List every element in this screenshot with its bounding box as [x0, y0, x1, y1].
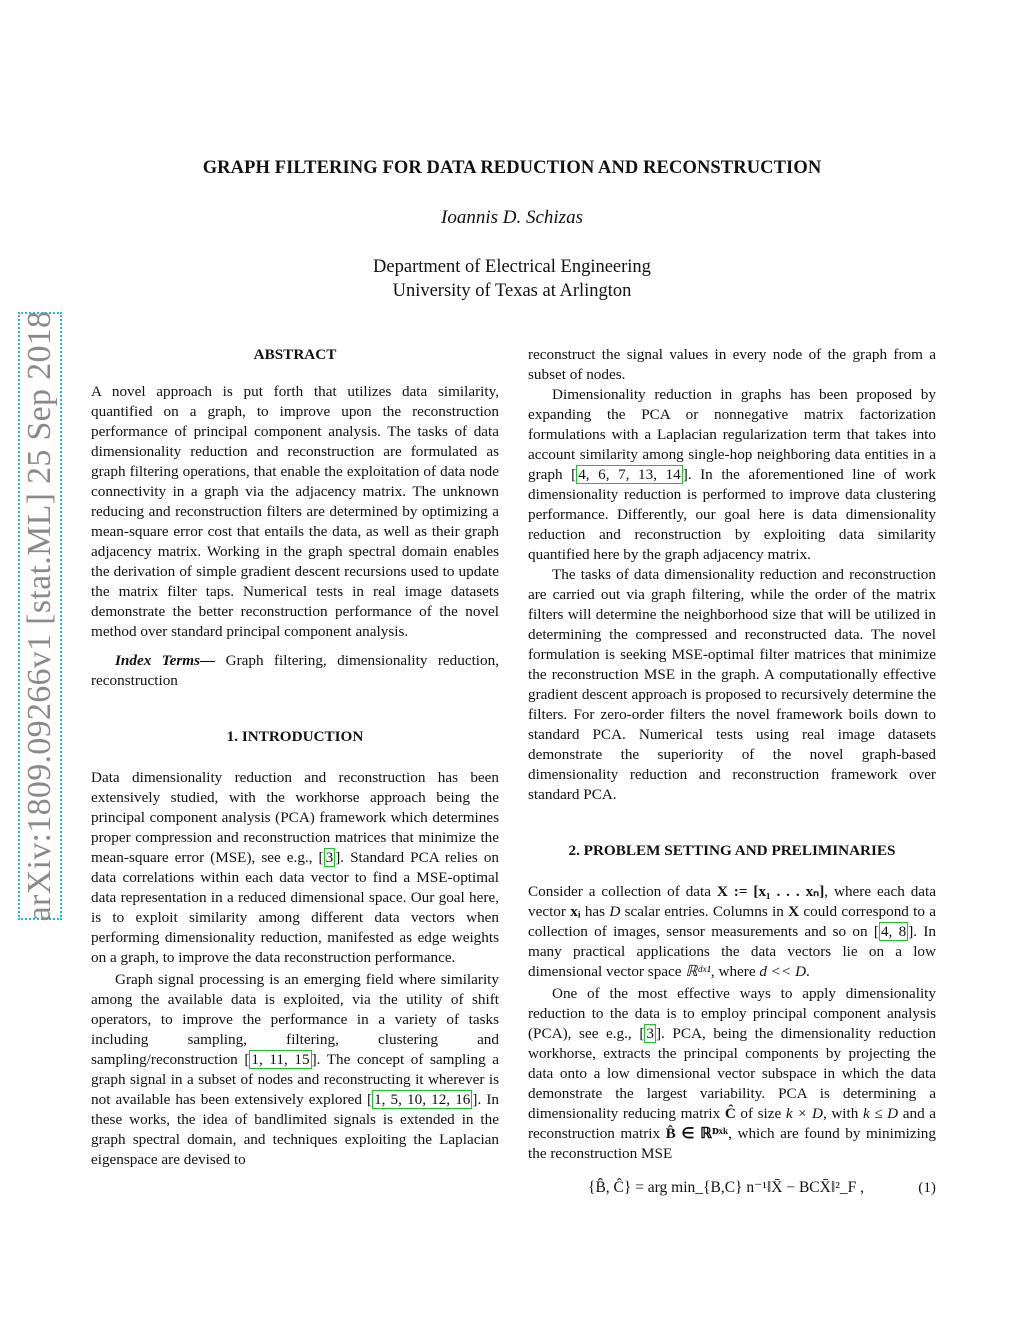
math-inline: X := [x₁ . . . xₙ]: [716, 883, 825, 900]
citation-link[interactable]: 1, 11, 15: [251, 1051, 310, 1068]
intro-p2-text-a: Graph signal processing is an emerging field where similarity among the available data is exploited, via the utility of shift operators, to improve the performance in a variety of tasks including sampling, filtering, clustering and sampling/reconstruction [: [91, 971, 499, 1068]
paper-title: GRAPH FILTERING FOR DATA REDUCTION AND RECONSTRUCTION: [202, 158, 822, 178]
affiliation: [0, 255, 1024, 303]
right-column: [528, 345, 936, 1206]
affiliation-line-2: University of Texas at Arlington: [392, 281, 632, 301]
s2-text: Consider a collection of data: [528, 883, 717, 900]
s2-text: , with: [822, 1105, 863, 1122]
intro-p2-text-b: ]. The concept of sampling a graph signal in a subset of nodes and reconstructing it wherever is not available has been extensively explored [: [91, 1051, 499, 1108]
s2-text: could correspond to a collection of images, sensor measurements and so on [: [528, 903, 937, 940]
citation-link[interactable]: 1, 5, 10, 12, 16: [374, 1091, 471, 1108]
abstract-heading: ABSTRACT: [253, 346, 337, 363]
index-terms-label: Index Terms—: [115, 652, 216, 669]
citation-link[interactable]: 3: [325, 849, 334, 866]
citation-link[interactable]: 4, 6, 7, 13, 14: [578, 466, 681, 483]
intro-p1-text-a: Data dimensionality reduction and reconstruction has been extensively studied, with the workhorse approach being the principal component analysis (PCA) framework which determines proper compression and reconstruction matrices that minimize the mean-square error (MSE), see e.g., [: [91, 769, 499, 866]
math-inline: k ≤ D: [862, 1105, 899, 1122]
equation-1: [528, 1174, 936, 1206]
intro-paragraph-2: [91, 970, 499, 1170]
left-column: [91, 345, 499, 1170]
author-name: Ioannis D. Schizas: [441, 207, 583, 228]
s2-text: and a reconstruction matrix: [528, 1105, 936, 1142]
intro-paragraph-1: [91, 768, 499, 968]
s2-text: ]. PCA, being the dimensionality reduction workhorse, extracts the principal components by projecting the data onto a low dimensional vector subspace in which the data demonstrate the largest variability. PCA is determining a dimensionality reducing matrix: [528, 1025, 936, 1122]
math-inline: xᵢ: [570, 903, 581, 920]
math-inline: B̂ ∈ ℝᴰˣᵏ: [665, 1125, 729, 1142]
s2-text: .: [806, 963, 810, 980]
s2-text: , where each data vector: [528, 883, 936, 920]
equation-number: (1): [918, 1179, 936, 1196]
affiliation-line-1: Department of Electrical Engineering: [373, 257, 651, 277]
right-p1-text-b: ]. In the aforementioned line of work dimensionality reduction is performed to improve data clustering performance. Differently, our goal here is data dimensionality reduction and reconstruction by exploiting data similarity quantified here by the graph adjacency matrix.: [528, 466, 936, 563]
s2-text: of size: [735, 1105, 786, 1122]
section2-paragraph-2: [528, 984, 936, 1164]
equation-body: {B̂, Ĉ} = arg min_{B,C} n⁻¹‖X̄ − BCX̄‖²_F ,: [588, 1179, 864, 1196]
intro-p1-text-b: ]. Standard PCA relies on data correlations within each data vector to find a MSE-optimal data representation in a reduced dimensional space. Our goal here, is to exploit similarity among different data vectors when performing dimensionality reduction, manifested as edge weights on a graph, to improve the data reconstruction performance.: [91, 849, 500, 966]
math-inline: D: [609, 903, 621, 920]
intro-heading: 1. INTRODUCTION: [226, 728, 364, 745]
s2-text: has: [580, 903, 610, 920]
index-terms-text: Graph filtering, dimensionality reduction, reconstruction: [91, 652, 499, 689]
arxiv-stamp[interactable]: arXiv:1809.09266v1 [stat.ML] 25 Sep 2018: [21, 310, 58, 922]
math-inline: X: [788, 903, 800, 920]
right-paragraph-1: [528, 385, 936, 565]
right-paragraph-2: The tasks of data dimensionality reduction and reconstruction are carried out via graph filtering, while the order of the matrix filters will determine the neighborhood size that will be utilized in determining the compressed and reconstructed data. The novel formulation is seeking MSE-optimal filter matrices that minimize the reconstruction MSE in the graph. A computationally effective gradient descent approach is proposed to recursively determine the filters. For zero-order filters the novel framework boils down to standard PCA. Numerical tests using real image datasets demonstrate the superiority of the novel graph-based dimensionality reduction and reconstruction framework over standard PCA.: [528, 566, 936, 803]
right-paragraph-0: reconstruct the signal values in every node of the graph from a subset of nodes.: [528, 346, 936, 383]
index-terms: [91, 651, 499, 691]
section2-paragraph-1: [528, 882, 936, 982]
intro-p2-text-c: ]. In these works, the idea of bandlimited signals is extended in the graph spectral domain, and techniques exploiting the Laplacian eigenspace are devised to: [91, 1091, 499, 1168]
section2-heading: 2. PROBLEM SETTING AND PRELIMINARIES: [568, 842, 896, 859]
s2-text: One of the most effective ways to apply dimensionality reduction to the data is to employ principal component analysis (PCA), see e.g., [: [528, 985, 936, 1042]
abstract-text: A novel approach is put forth that utilizes data similarity, quantified on a graph, to improve upon the reconstruction performance of principal component analysis. The tasks of data dimensionality reduction and reconstruction are formulated as graph filtering operations, that enable the exploitation of data node connectivity in a graph via the adjacency matrix. The unknown reducing and reconstruction filters are determined by optimizing a mean-square error cost that entails the data, as well as their graph adjacency matrix. Working in the graph spectral domain enables the derivation of simple gradient descent recursions used to update the matrix filter taps. Numerical tests in real image datasets demonstrate the better reconstruction performance of the novel method over standard principal component analysis.: [91, 383, 499, 640]
s2-text: ]. In many practical applications the data vectors lie on a low dimensional vector space: [528, 923, 936, 980]
s2-text: , which are found by minimizing the reconstruction MSE: [528, 1125, 936, 1162]
s2-text: scalar entries. Columns in: [620, 903, 789, 920]
s2-text: , where: [710, 963, 760, 980]
citation-link[interactable]: 4, 8: [880, 923, 907, 940]
math-inline: d << D: [759, 963, 807, 980]
math-inline: ℝᵈˣ¹: [685, 963, 711, 980]
math-inline: k × D: [785, 1105, 823, 1122]
right-p1-text-a: Dimensionality reduction in graphs has been proposed by expanding the PCA or nonnegative matrix factorization formulations with a Laplacian regularization term that takes into account similarity among single-hop neighboring data entities in a graph [: [528, 386, 936, 483]
citation-link[interactable]: 3: [646, 1025, 654, 1042]
math-inline: Ĉ: [724, 1105, 736, 1122]
